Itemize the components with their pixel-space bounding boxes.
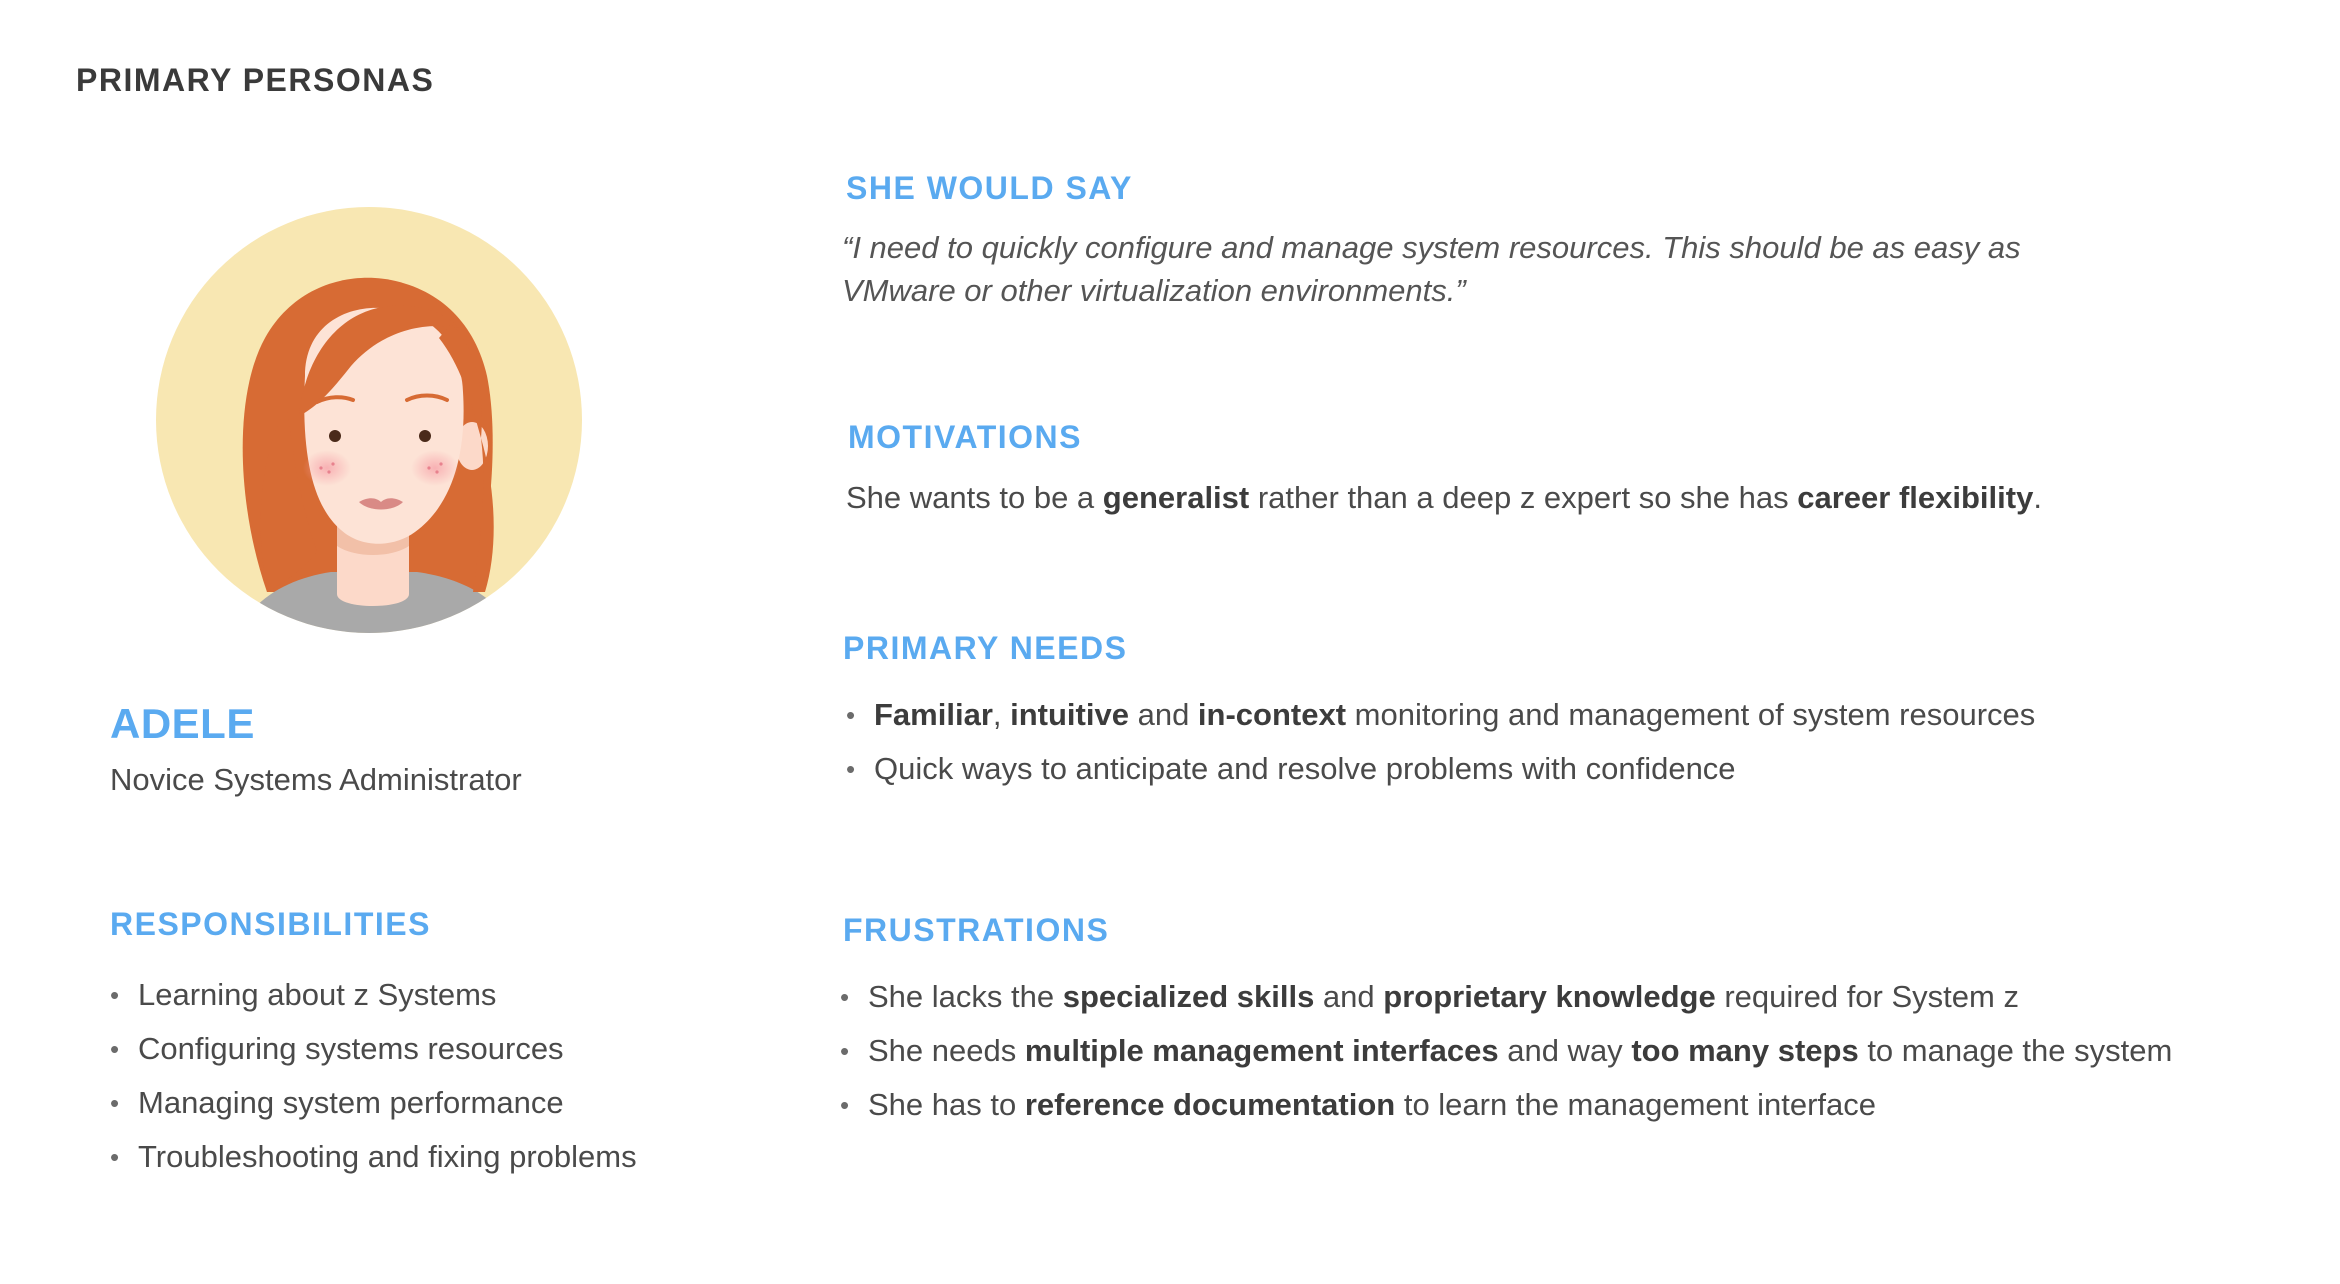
- responsibilities-list: [110, 968, 637, 1184]
- emphasis-text: Familiar: [874, 697, 993, 732]
- emphasis-text: too many steps: [1631, 1033, 1859, 1068]
- text-segment: to learn the management interface: [1395, 1087, 1877, 1122]
- text-segment: She lacks the: [868, 979, 1063, 1014]
- page-title: PRIMARY PERSONAS: [76, 62, 435, 98]
- emphasis-text: proprietary knowledge: [1383, 979, 1716, 1014]
- persona-name: ADELE: [110, 700, 255, 747]
- motivations-heading: MOTIVATIONS: [848, 419, 1082, 455]
- quote-line: VMware or other virtualization environments.”: [842, 273, 1466, 308]
- primary-needs-heading: PRIMARY NEEDS: [843, 630, 1128, 666]
- text-segment: and way: [1498, 1033, 1632, 1068]
- list-item: [840, 1078, 2172, 1132]
- frustrations-heading: FRUSTRATIONS: [843, 912, 1110, 948]
- emphasis-text: generalist: [1102, 480, 1250, 515]
- text-segment: to manage the system: [1858, 1033, 2173, 1068]
- frustrations-list: [840, 970, 2172, 1132]
- list-item: [840, 1024, 2172, 1078]
- text-segment: She has to: [868, 1087, 1025, 1122]
- persona-quote: [842, 226, 2102, 312]
- text-segment: She wants to be a: [846, 480, 1103, 515]
- female-persona-avatar-icon: [155, 206, 583, 634]
- list-item: • Managing system performance: [110, 1076, 637, 1130]
- text-segment: She needs: [868, 1033, 1025, 1068]
- text-segment: Quick ways to anticipate and resolve problems with confidence: [874, 751, 1736, 786]
- persona-role: Novice Systems Administrator: [110, 762, 522, 797]
- quote-line: “I need to quickly configure and manage system resources. This should be as easy as: [842, 230, 2021, 265]
- list-item: • Troubleshooting and fixing problems: [110, 1130, 637, 1184]
- text-segment: .: [2033, 480, 2042, 515]
- emphasis-text: intuitive: [1010, 697, 1129, 732]
- emphasis-text: specialized skills: [1062, 979, 1315, 1014]
- list-item: [846, 742, 2035, 796]
- she-would-say-heading: SHE WOULD SAY: [846, 170, 1133, 206]
- persona-avatar: [155, 206, 583, 634]
- text-segment: monitoring and management of system resources: [1346, 697, 2036, 732]
- text-segment: required for System z: [1715, 979, 2019, 1014]
- primary-needs-list: [846, 688, 2035, 796]
- text-segment: rather than a deep z expert so she has: [1249, 480, 1798, 515]
- emphasis-text: multiple management interfaces: [1024, 1033, 1499, 1068]
- text-segment: ,: [992, 697, 1011, 732]
- text-segment: and: [1314, 979, 1384, 1014]
- list-item: • Configuring systems resources: [110, 1022, 637, 1076]
- text-segment: and: [1128, 697, 1198, 732]
- motivations-text: [846, 476, 2042, 520]
- responsibilities-heading: RESPONSIBILITIES: [110, 906, 431, 942]
- list-item: • Learning about z Systems: [110, 968, 637, 1022]
- emphasis-text: in-context: [1197, 697, 1347, 732]
- list-item: [840, 970, 2172, 1024]
- emphasis-text: reference documentation: [1024, 1087, 1396, 1122]
- emphasis-text: career flexibility: [1797, 480, 2034, 515]
- list-item: [846, 688, 2035, 742]
